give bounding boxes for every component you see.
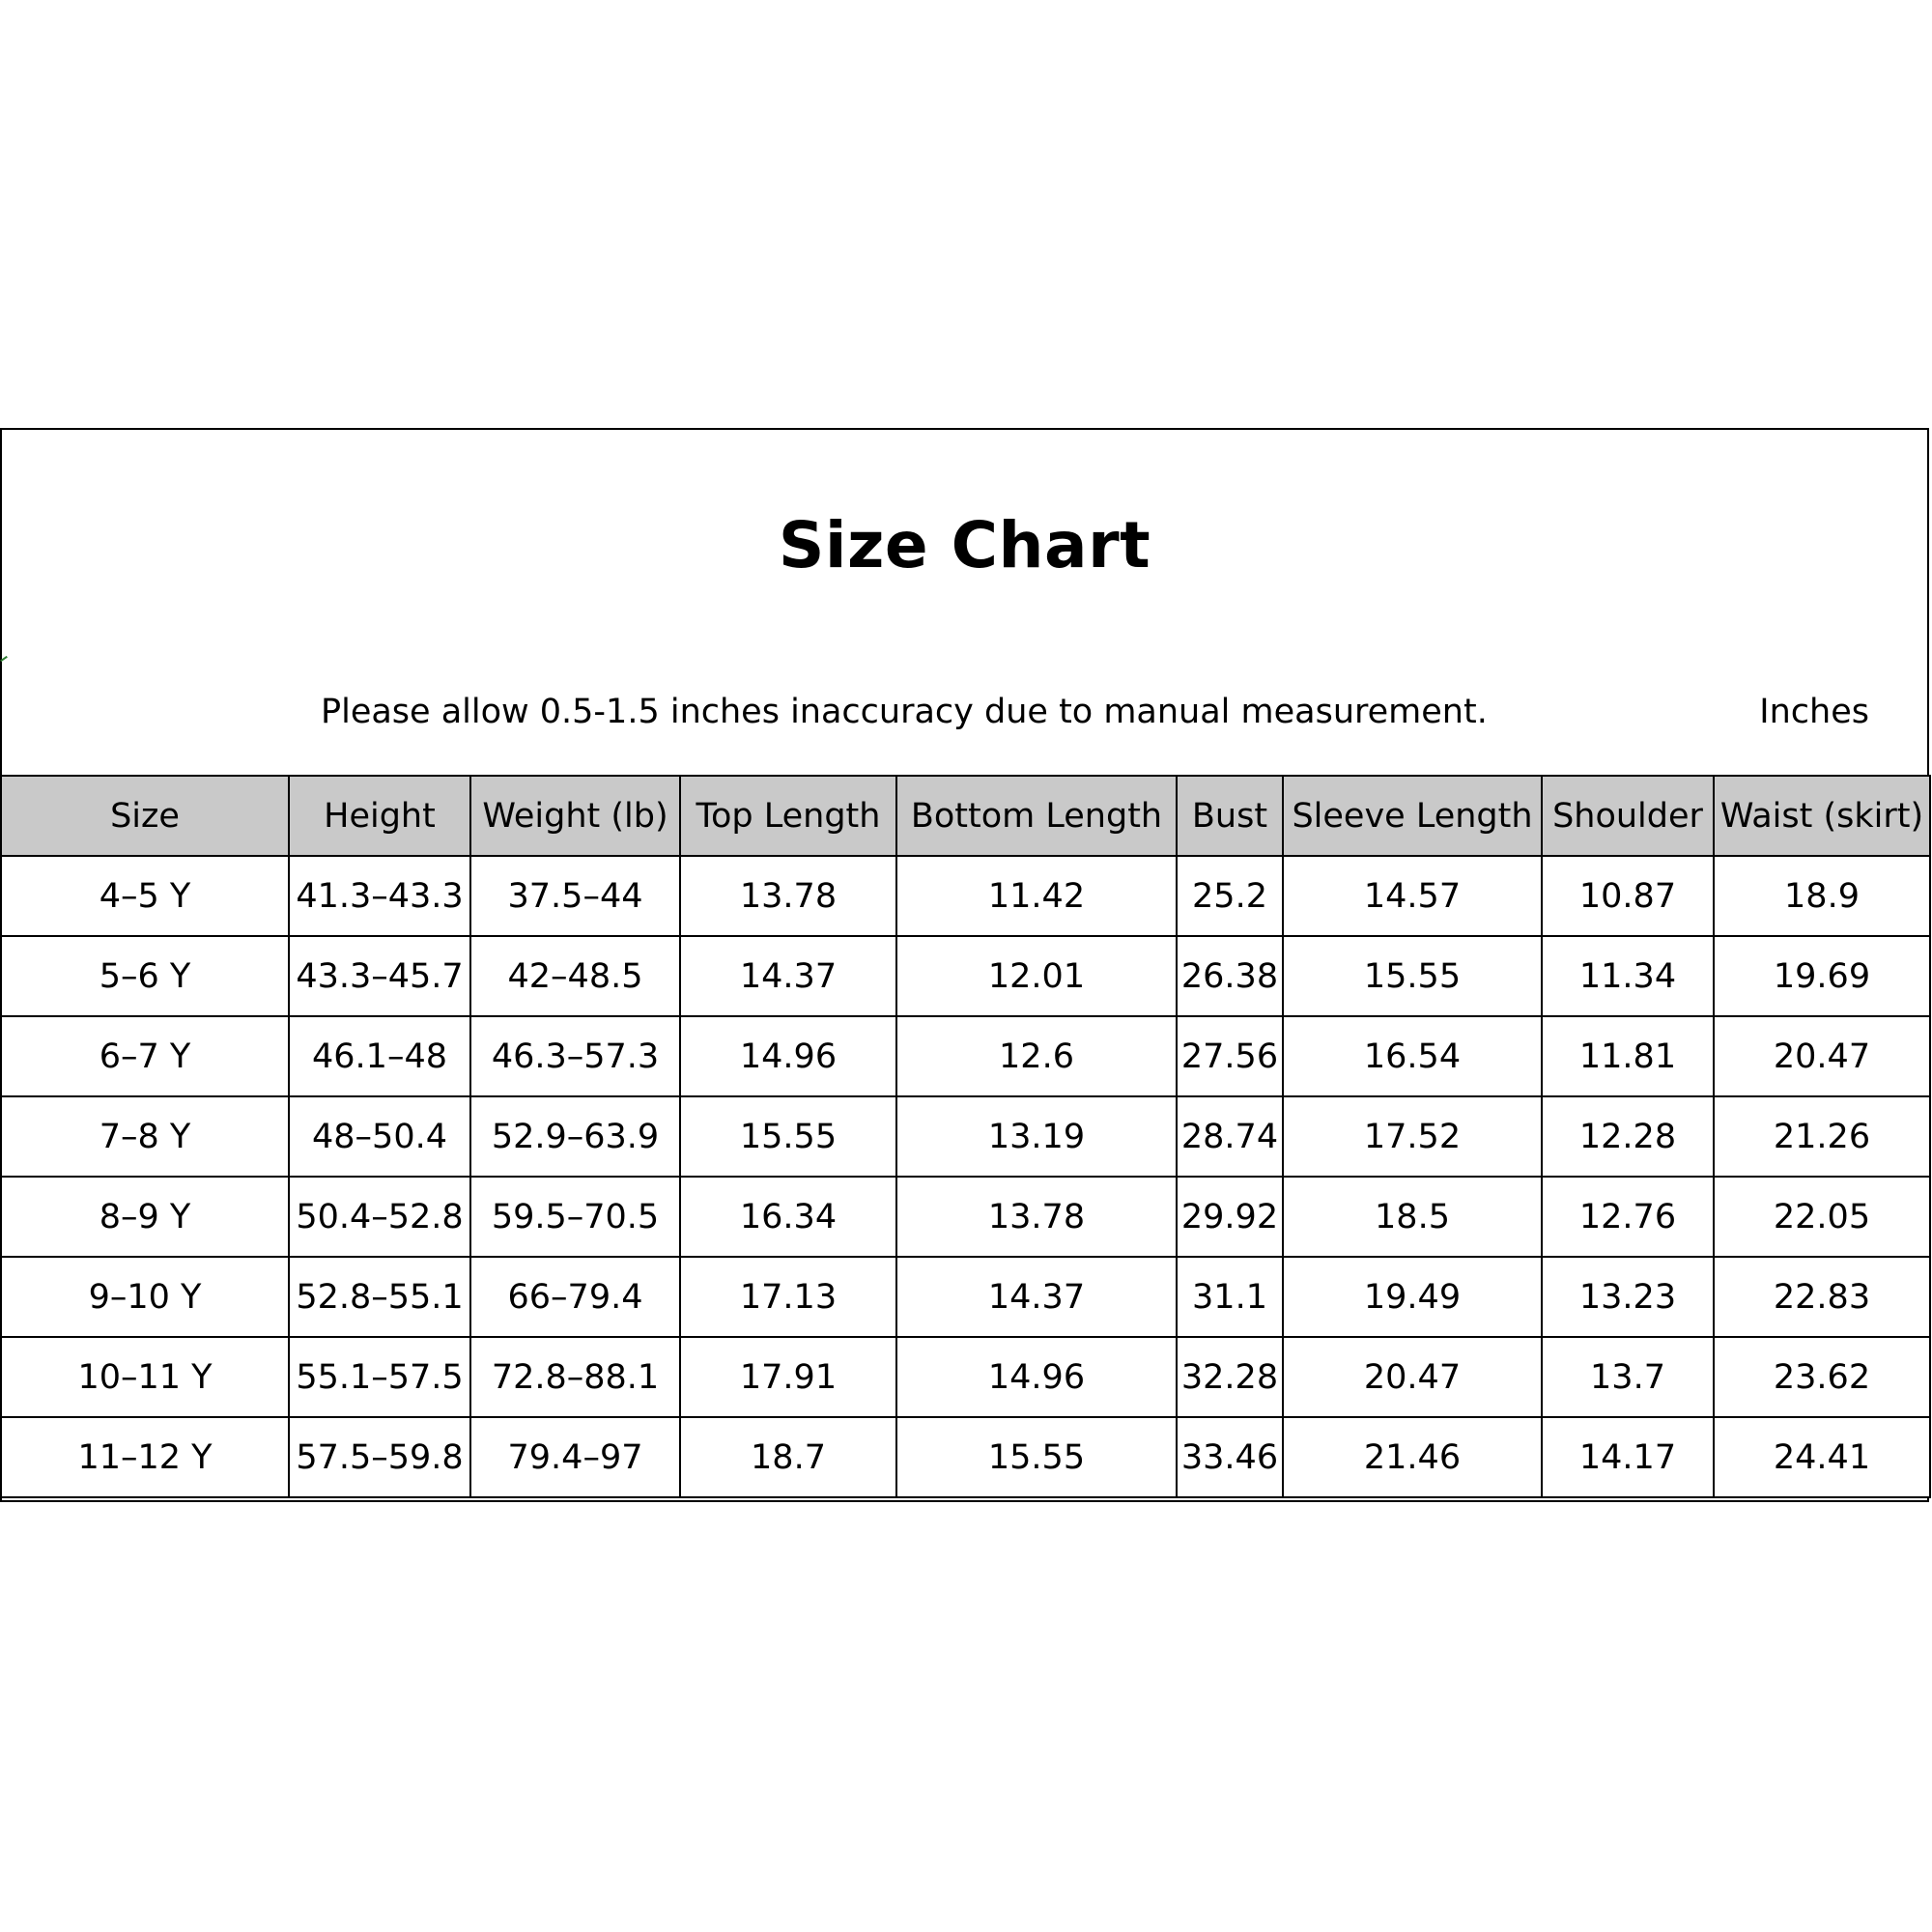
cell-size: 7–8 Y xyxy=(1,1096,289,1177)
cell-weight: 59.5–70.5 xyxy=(470,1177,680,1257)
cell-weight: 42–48.5 xyxy=(470,936,680,1016)
cell-top-length: 18.7 xyxy=(680,1417,896,1497)
cell-waist: 19.69 xyxy=(1714,936,1930,1016)
cell-height: 48–50.4 xyxy=(289,1096,470,1177)
measurement-note: Please allow 0.5-1.5 inches inaccuracy due to manual measurement. xyxy=(321,693,1488,731)
cell-shoulder: 12.76 xyxy=(1542,1177,1714,1257)
unit-label: Inches xyxy=(1759,693,1869,731)
cell-bust: 32.28 xyxy=(1177,1337,1283,1417)
header-weight: Weight (lb) xyxy=(470,776,680,856)
cell-size: 8–9 Y xyxy=(1,1177,289,1257)
cell-top-length: 13.78 xyxy=(680,856,896,936)
cell-bottom-length: 14.96 xyxy=(896,1337,1177,1417)
cell-top-length: 14.37 xyxy=(680,936,896,1016)
header-top-length: Top Length xyxy=(680,776,896,856)
cell-shoulder: 12.28 xyxy=(1542,1096,1714,1177)
cell-size: 4–5 Y xyxy=(1,856,289,936)
cell-top-length: 16.34 xyxy=(680,1177,896,1257)
header-waist: Waist (skirt) xyxy=(1714,776,1930,856)
cell-shoulder: 13.23 xyxy=(1542,1257,1714,1337)
cell-bottom-length: 12.6 xyxy=(896,1016,1177,1096)
table-row xyxy=(1,1417,1930,1497)
table-row xyxy=(1,1096,1930,1177)
cell-bust: 26.38 xyxy=(1177,936,1283,1016)
cell-waist: 24.41 xyxy=(1714,1417,1930,1497)
cell-sleeve-length: 16.54 xyxy=(1283,1016,1542,1096)
table-row xyxy=(1,1177,1930,1257)
header-bust: Bust xyxy=(1177,776,1283,856)
cell-shoulder: 14.17 xyxy=(1542,1417,1714,1497)
cell-bust: 31.1 xyxy=(1177,1257,1283,1337)
cell-bust: 27.56 xyxy=(1177,1016,1283,1096)
cell-waist: 21.26 xyxy=(1714,1096,1930,1177)
cell-shoulder: 10.87 xyxy=(1542,856,1714,936)
cell-size: 5–6 Y xyxy=(1,936,289,1016)
cell-height: 50.4–52.8 xyxy=(289,1177,470,1257)
cell-size: 10–11 Y xyxy=(1,1337,289,1417)
header-shoulder: Shoulder xyxy=(1542,776,1714,856)
table-header-row xyxy=(1,776,1930,856)
cell-bust: 29.92 xyxy=(1177,1177,1283,1257)
table-body xyxy=(1,856,1930,1497)
table-row xyxy=(1,1016,1930,1096)
page-title: Size Chart xyxy=(778,508,1151,582)
cell-bottom-length: 13.19 xyxy=(896,1096,1177,1177)
cell-weight: 37.5–44 xyxy=(470,856,680,936)
cell-weight: 52.9–63.9 xyxy=(470,1096,680,1177)
cell-bottom-length: 11.42 xyxy=(896,856,1177,936)
header-bottom-length: Bottom Length xyxy=(896,776,1177,856)
table-row xyxy=(1,856,1930,936)
cell-sleeve-length: 15.55 xyxy=(1283,936,1542,1016)
cell-shoulder: 11.81 xyxy=(1542,1016,1714,1096)
size-table xyxy=(0,775,1931,1498)
cell-sleeve-length: 14.57 xyxy=(1283,856,1542,936)
cell-bottom-length: 14.37 xyxy=(896,1257,1177,1337)
cell-waist: 22.05 xyxy=(1714,1177,1930,1257)
cell-sleeve-length: 17.52 xyxy=(1283,1096,1542,1177)
cell-waist: 20.47 xyxy=(1714,1016,1930,1096)
cell-sleeve-length: 19.49 xyxy=(1283,1257,1542,1337)
table-row xyxy=(1,1257,1930,1337)
cell-bottom-length: 13.78 xyxy=(896,1177,1177,1257)
header-height: Height xyxy=(289,776,470,856)
cell-sleeve-length: 21.46 xyxy=(1283,1417,1542,1497)
cell-size: 9–10 Y xyxy=(1,1257,289,1337)
cell-top-length: 17.91 xyxy=(680,1337,896,1417)
cell-waist: 18.9 xyxy=(1714,856,1930,936)
cell-size: 6–7 Y xyxy=(1,1016,289,1096)
cell-top-length: 17.13 xyxy=(680,1257,896,1337)
cell-sleeve-length: 20.47 xyxy=(1283,1337,1542,1417)
cell-bottom-length: 15.55 xyxy=(896,1417,1177,1497)
table-row xyxy=(1,1337,1930,1417)
decorative-mark xyxy=(0,656,8,662)
header-sleeve-length: Sleeve Length xyxy=(1283,776,1542,856)
cell-height: 43.3–45.7 xyxy=(289,936,470,1016)
cell-sleeve-length: 18.5 xyxy=(1283,1177,1542,1257)
cell-bust: 33.46 xyxy=(1177,1417,1283,1497)
cell-height: 41.3–43.3 xyxy=(289,856,470,936)
cell-waist: 23.62 xyxy=(1714,1337,1930,1417)
cell-weight: 72.8–88.1 xyxy=(470,1337,680,1417)
header-size: Size xyxy=(1,776,289,856)
table-row xyxy=(1,936,1930,1016)
size-chart-frame xyxy=(0,428,1929,1502)
cell-size: 11–12 Y xyxy=(1,1417,289,1497)
cell-height: 57.5–59.8 xyxy=(289,1417,470,1497)
cell-waist: 22.83 xyxy=(1714,1257,1930,1337)
cell-bust: 25.2 xyxy=(1177,856,1283,936)
cell-shoulder: 13.7 xyxy=(1542,1337,1714,1417)
cell-top-length: 15.55 xyxy=(680,1096,896,1177)
cell-bust: 28.74 xyxy=(1177,1096,1283,1177)
cell-weight: 79.4–97 xyxy=(470,1417,680,1497)
cell-bottom-length: 12.01 xyxy=(896,936,1177,1016)
cell-height: 52.8–55.1 xyxy=(289,1257,470,1337)
cell-top-length: 14.96 xyxy=(680,1016,896,1096)
cell-weight: 46.3–57.3 xyxy=(470,1016,680,1096)
cell-height: 46.1–48 xyxy=(289,1016,470,1096)
cell-weight: 66–79.4 xyxy=(470,1257,680,1337)
cell-shoulder: 11.34 xyxy=(1542,936,1714,1016)
cell-height: 55.1–57.5 xyxy=(289,1337,470,1417)
